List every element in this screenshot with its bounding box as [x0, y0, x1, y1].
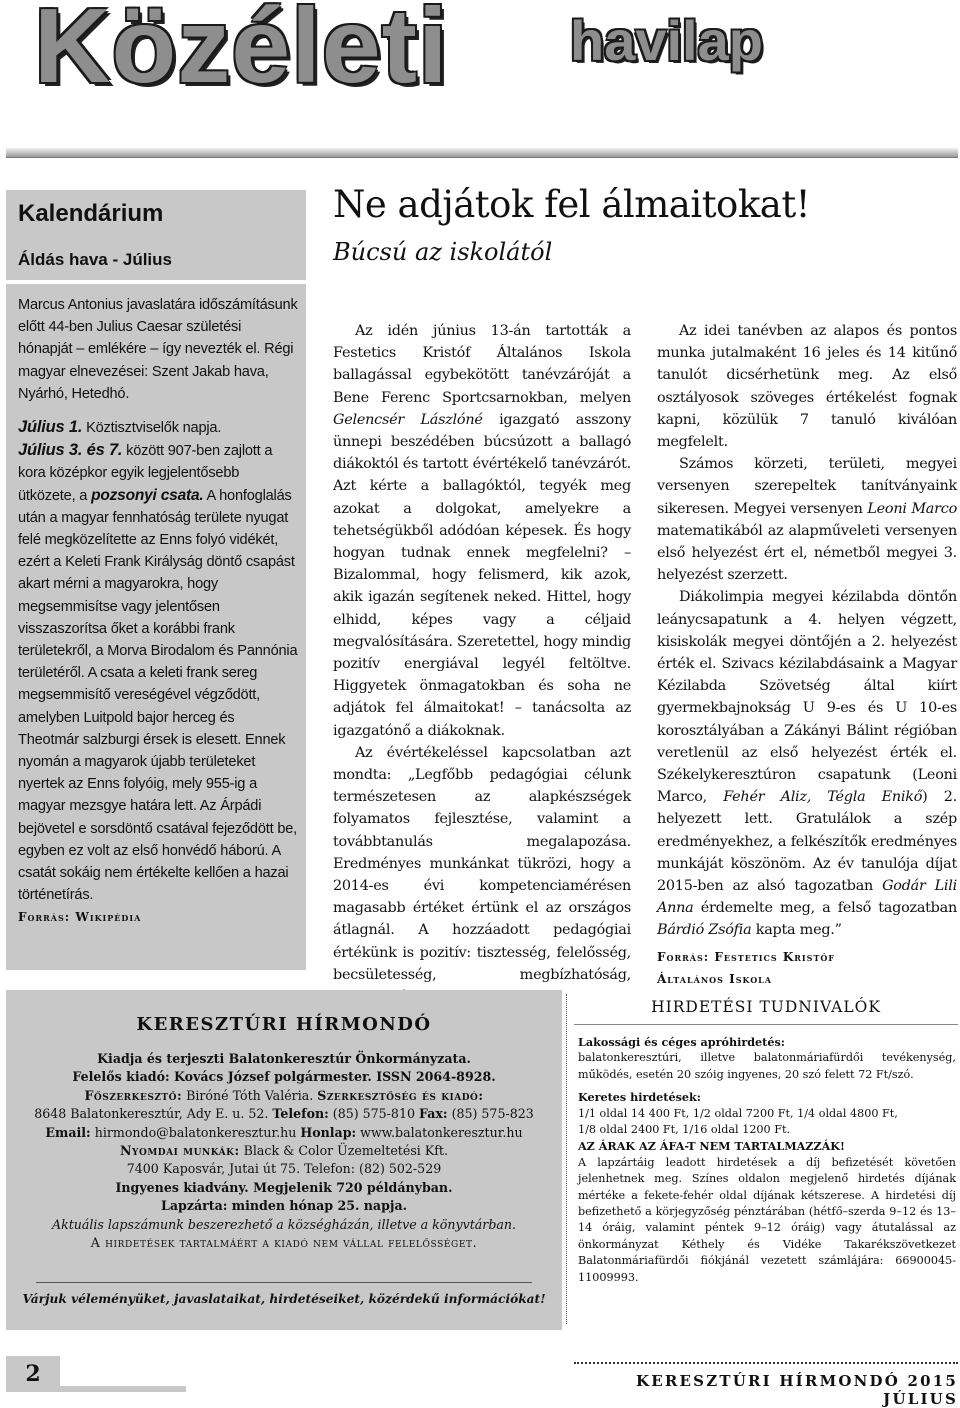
- calendar-divider: [6, 280, 306, 284]
- imprint-line: [6, 1142, 562, 1160]
- calendar-body: [18, 294, 298, 929]
- imprint-line: [6, 1087, 562, 1105]
- imprint-text: (85) 575-810: [328, 1106, 419, 1122]
- imprint-label: Fax:: [418, 1106, 448, 1122]
- article-column-2: [657, 320, 957, 990]
- imprint-text: Lapzárta: minden hónap 25. napja.: [161, 1198, 407, 1214]
- ads-body: [578, 1034, 956, 1286]
- imprint-line: [6, 1068, 562, 1086]
- article-text: matematikából az alapműveleti versenyen első helyezést ért el, németből megyei 3. helyezést szerzett.: [657, 522, 957, 584]
- article-name: Gelencsér Lászlóné: [333, 411, 483, 428]
- ads-heading: Keretes hirdetések:: [578, 1090, 701, 1105]
- calendar-box: [6, 190, 306, 970]
- article-paragraph: [333, 320, 631, 742]
- imprint-line: [6, 1179, 562, 1197]
- imprint-text: Ingyenes kiadvány. Megjelenik 720 példányban.: [115, 1179, 453, 1195]
- article-name: Bárdió Zsófia: [657, 922, 752, 939]
- imprint-line: A hirdetések tartalmáért a kiadó nem vállal felelősséget.: [90, 1235, 478, 1251]
- calendar-date: Július 3. és 7.: [18, 441, 123, 460]
- imprint-text: Kiadja és terjeszti Balatonkeresztúr Önkormányzata.: [97, 1051, 471, 1066]
- calendar-subtitle: Áldás hava - Július: [18, 250, 172, 269]
- article-text: Számos körzeti, területi, megyei versenyen szerepeltek tanítványaink sikeresen. Megyei versenyen: [657, 456, 957, 517]
- calendar-entry-text: Köztisztviselők napja.: [82, 420, 222, 437]
- imprint-line: [6, 1197, 562, 1215]
- article-name: Fehér Aliz, Tégla Enikő: [723, 789, 923, 806]
- article-paragraph: Az évértékeléssel kapcsolatban azt mondta: „Legfőbb pedagógiai célunk természetesen az alapkészségek folyamatos fejlesztése, valamint a továbbtanulás megalapozása. Eredményes munkánkat tükrözi, hogy a 2014-es évi kompetenciamérésen magasabb értéket értünk el az országos átlagnál. A hozzáadott pedagógiai értékünk is pozitív: tisztesség, felelősség, becsületesség, megbízhatóság,: [333, 744, 631, 983]
- calendar-title: Kalendárium: [18, 200, 164, 227]
- masthead-subtitle: havilap: [570, 9, 763, 72]
- calendar-entry-text: között 907-ben zajlott a kora középkor egyik legjelentősebb ütközete, a: [18, 443, 273, 504]
- ads-text: A lapzártáig leadott hirdetések a díj befizetését követően jelenhetnek meg. Színes oldalon megjelenő hirdetés díjának mértéke a fekete-fehér oldal díjának kétszerese. A hirdetési díj befizethető a körjegyzőség pénztárában (hétfő–szerda 9–12 és 13–14 óráig, valamint péntek 9–12 óráig) vagy átutalással az önkormányzat Kéthely és Vidéke Takarékszövetkezet Balatonmáriafürdői fiókjánál vezetett számlájára: 66900045-11009993.: [578, 1155, 956, 1284]
- calendar-intro: Marcus Antonius javaslatára időszámításunk előtt 44-ben Julius Caesar születési hónapját – emlékére – így nevezték el. Régi magyar elnevezései: Szent Jakab hava, Nyárhó, Hetedhó.: [18, 297, 298, 402]
- article-name: Leoni Marco: [867, 500, 957, 517]
- imprint-closing: Várjuk véleményüket, javaslataikat, hirdetéseiket, közérdekű információkat!: [22, 1292, 546, 1306]
- imprint-text: Black & Color Üzemeltetési Kft.: [239, 1143, 448, 1159]
- imprint-label: Szerkesztőség és kiadó:: [317, 1087, 484, 1103]
- article-text: Diákolimpia megyei kézilabda döntőn leánycsapatunk a 4. helyen végzett, kisiskolák megyei döntőjén a 2. helyezést érték el. Szivacs kézilabdásaink a Magyar Kézilabda Szövetség által kiírt gyermekbajnokság U 9-es és U 10-es korosztályában a Zákányi Bálint régióban veretlenül az első helyezést érték el. Székelykeresztúron csapatunk (Leoni Marco,: [657, 589, 957, 806]
- article-source: [657, 946, 957, 990]
- imprint-label: Email:: [45, 1124, 91, 1140]
- website-link[interactable]: www.balatonkeresztur.hu: [356, 1124, 523, 1140]
- calendar-battle-name: pozsonyi csata.: [91, 486, 204, 504]
- ads-divider: [574, 1024, 958, 1025]
- article-subtitle: Búcsú az iskolától: [333, 238, 553, 266]
- imprint-title: KERESZTÚRI HÍRMONDÓ: [136, 1014, 432, 1035]
- imprint-line: Aktuális lapszámunk beszerezhető a községházán, illetve a könyvtárban.: [51, 1216, 517, 1232]
- ads-text: 1/1 oldal 14 400 Ft, 1/2 oldal 7200 Ft, 1/4 oldal 4800 Ft,: [578, 1106, 898, 1120]
- article-column-1: [333, 320, 631, 1008]
- imprint-line: [6, 1124, 562, 1142]
- ads-text: 1/8 oldal 2400 Ft, 1/16 oldal 1200 Ft.: [578, 1123, 791, 1137]
- imprint-text: (85) 575-823: [447, 1106, 534, 1122]
- ads-info-box: [574, 990, 958, 1330]
- ads-title: HIRDETÉSI TUDNIVALÓK: [651, 998, 881, 1016]
- footer-rule: [574, 1362, 958, 1364]
- article-name: Godár Lili Anna: [657, 878, 957, 917]
- calendar-source: Forrás: Wikipédia: [18, 910, 142, 925]
- imprint-text: Felelős kiadó: Kovács József polgármester. ISSN 2064-8928.: [72, 1069, 496, 1085]
- imprint-box: [6, 990, 562, 1330]
- article-text: kapta meg.”: [751, 922, 842, 939]
- masthead: [10, 0, 955, 150]
- article-paragraph: [657, 453, 957, 586]
- calendar-date: Július 1.: [18, 418, 83, 437]
- imprint-text: Biróné Tóth Valéria.: [182, 1087, 318, 1103]
- imprint-label: Honlap:: [300, 1124, 357, 1140]
- imprint-lines: [6, 1050, 562, 1252]
- column-divider: [566, 994, 567, 1324]
- masthead-rule: [6, 148, 958, 158]
- article-source-line: Forrás: Festetics Kristóf: [657, 949, 836, 964]
- imprint-label: Telefon:: [272, 1106, 329, 1122]
- imprint-text: 8648 Balatonkeresztúr, Ady E. u. 52.: [34, 1106, 273, 1122]
- page-number: 2: [6, 1356, 60, 1392]
- masthead-title: Közéleti: [34, 0, 449, 105]
- article-text: érdemelte meg, a felső tagozatban: [693, 900, 957, 917]
- imprint-label: Főszerkesztő:: [84, 1087, 183, 1103]
- footer-title: KERESZTÚRI HÍRMONDÓ 2015 JÚLIUS: [636, 1372, 958, 1408]
- calendar-entry-text: A honfoglalás után a magyar fennhatóság területe nyugat felé megközelítette az Enns folyó vidékét, ezért a Keleti Frank Királyság döntő csapást akart mérni a magyarokra, hogy megsemmisítse vagy jelentősen visszaszorítsa őket a korábbi frank területekről, a Morva Birodalom és Pannónia területéről. A csata a keleti frank sereg megsemmisítő vereségével végződött, amelyben Luitpold bajor herceg és Theotmár salzburgi érsek is elesett. Ennek nyomán a magyarok újabb területeket nyertek az Enns folyóig, mely 955-ig a magyar mezsgye határa lett. Az Árpádi bejövetel e sorsdöntő csatával fejeződött be, egyben ez volt az első honvédő háború. A csatát sokáig nem értékelte kellően a hazai történetírás.: [18, 487, 298, 904]
- article-source-line: Általános Iskola: [657, 971, 773, 986]
- article-paragraph: Az idei tanévben az alapos és pontos munka jutalmaként 16 jeles és 14 kitűnő tanulót dicsérhetünk meg. Az első osztályosok szöveges értékelést fognak kapni, közülük 7 tanuló kiválóan megfelelt.: [657, 323, 957, 451]
- article-paragraph: [657, 586, 957, 941]
- ads-text: balatonkeresztúri, illetve balatonmáriafürdői tevékenység, működés, esetén 20 szóig ingyenes, 20 szó felett 72 Ft/szó.: [578, 1051, 956, 1081]
- imprint-line: [6, 1105, 562, 1123]
- ads-heading: Lakossági és céges apróhirdetés:: [578, 1035, 785, 1049]
- ads-heading: AZ ÁRAK AZ ÁFA-T NEM TARTALMAZZÁK!: [578, 1139, 845, 1154]
- imprint-line: [6, 1050, 562, 1068]
- imprint-label: Nyomdai munkák:: [120, 1143, 240, 1159]
- calendar-entry: [18, 416, 298, 929]
- article-text: Az idén június 13-án tartották a Festetics Kristóf Általános Iskola ballagással egybekötött tanévzáróját a Bene Ferenc Sportcsarnokban, melyen: [333, 323, 631, 406]
- article-text: igazgató asszony ünnepi beszédében búcsúzott a ballagó diákoktól és tartott évértékelő tanévzárót. Azt kérte a ballagóktól, tegyék meg azokat a dolgokat, amelyekre a tehetségükből adódóan képesek. És hogy hogyan tudnak ennek megfelelni? – Bizalommal, hogy felismerd, kik azok, akik igazán segítenek neked. Hittel, hogy elhidd, képes vagy a céljaid megvalósítására. Szeretettel, hogy mindig pozitív energiával legyél feltöltve. Higgyetek önmagatokban és soha ne adjátok fel álmaitokat! – tanácsolta az igazgatónő a diákoknak.: [333, 411, 631, 739]
- imprint-divider: [36, 1282, 532, 1283]
- article-title: Ne adjátok fel álmaitokat!: [333, 183, 811, 226]
- article-text: ) 2. helyezett lett. Gratulálok a szép eredményekhez, a felkészítők eredményes munkáját köszönöm. Az év tanulója díjat 2015-ben az alsó tagozatban: [657, 789, 957, 895]
- imprint-line: 7400 Kaposvár, Jutai út 75. Telefon: (82) 502-529: [126, 1161, 442, 1177]
- email-link[interactable]: hirmondo@balatonkeresztur.hu: [90, 1124, 301, 1140]
